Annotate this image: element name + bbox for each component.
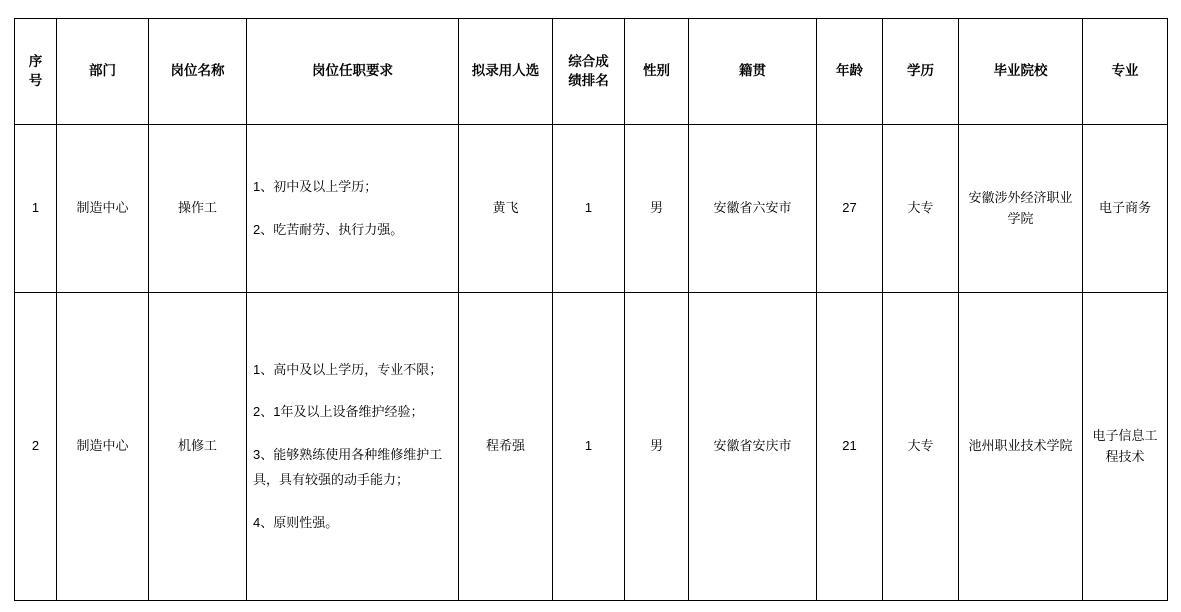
cell-requirements — [247, 293, 459, 601]
column-header-gender-label: 性别 — [643, 63, 670, 79]
column-header-seq-line-1: 序 — [28, 54, 43, 70]
column-header-gender — [625, 19, 689, 125]
cell-age: 27 — [817, 125, 883, 293]
cell-gender: 男 — [625, 125, 689, 293]
column-header-major — [1083, 19, 1168, 125]
cell-post: 机修工 — [149, 293, 247, 601]
column-header-native-place — [689, 19, 817, 125]
column-header-rank-line-2: 绩排名 — [568, 72, 609, 88]
cell-rank: 1 — [553, 293, 625, 601]
requirement-line: 4、原则性强。 — [253, 514, 339, 530]
cell-native-place: 安徽省六安市 — [689, 125, 817, 293]
column-header-age-label: 年龄 — [836, 63, 863, 79]
column-header-dept — [57, 19, 149, 125]
column-header-dept-label: 部门 — [89, 63, 116, 79]
cell-education: 大专 — [883, 125, 959, 293]
cell-school: 安徽涉外经济职业学院 — [959, 125, 1083, 293]
requirement-line: 2、吃苦耐劳、执行力强。 — [253, 221, 404, 237]
column-header-rank — [553, 19, 625, 125]
table-header-row — [15, 19, 1168, 125]
cell-requirements — [247, 125, 459, 293]
column-header-requirements-label: 岗位任职要求 — [312, 63, 393, 79]
column-header-education-label: 学历 — [907, 63, 934, 79]
column-header-candidate — [459, 19, 553, 125]
cell-major: 电子信息工程技术 — [1083, 293, 1168, 601]
cell-age: 21 — [817, 293, 883, 601]
cell-seq: 1 — [15, 125, 57, 293]
column-header-seq — [15, 19, 57, 125]
column-header-major-label: 专业 — [1111, 63, 1139, 79]
column-header-post-label: 岗位名称 — [170, 63, 225, 79]
column-header-rank-line-1: 综合成 — [568, 54, 609, 70]
requirement-line: 1、高中及以上学历，专业不限； — [253, 361, 443, 377]
requirement-line: 3、能够熟练使用各种维修维护工具，具有较强的动手能力； — [253, 447, 443, 487]
requirement-line: 2、1年及以上设备维护经验； — [253, 404, 424, 420]
column-header-candidate-label: 拟录用人选 — [471, 63, 540, 79]
table-row — [15, 125, 1168, 293]
table-body — [15, 125, 1168, 601]
cell-rank: 1 — [553, 125, 625, 293]
cell-dept: 制造中心 — [57, 293, 149, 601]
cell-seq: 2 — [15, 293, 57, 601]
table-row — [15, 293, 1168, 601]
table-header — [15, 19, 1168, 125]
column-header-requirements — [247, 19, 459, 125]
cell-candidate: 程希强 — [459, 293, 553, 601]
cell-major: 电子商务 — [1083, 125, 1168, 293]
cell-candidate: 黄飞 — [459, 125, 553, 293]
cell-school: 池州职业技术学院 — [959, 293, 1083, 601]
column-header-seq-line-2: 号 — [28, 72, 43, 88]
cell-post: 操作工 — [149, 125, 247, 293]
cell-education: 大专 — [883, 293, 959, 601]
requirement-line: 1、初中及以上学历； — [253, 178, 378, 194]
column-header-education — [883, 19, 959, 125]
cell-gender: 男 — [625, 293, 689, 601]
column-header-school — [959, 19, 1083, 125]
column-header-native-place-label: 籍贯 — [739, 63, 766, 79]
column-header-age — [817, 19, 883, 125]
cell-dept: 制造中心 — [57, 125, 149, 293]
column-header-post — [149, 19, 247, 125]
cell-native-place: 安徽省安庆市 — [689, 293, 817, 601]
column-header-school-label: 毕业院校 — [993, 63, 1048, 79]
recruitment-results-table — [14, 18, 1168, 601]
